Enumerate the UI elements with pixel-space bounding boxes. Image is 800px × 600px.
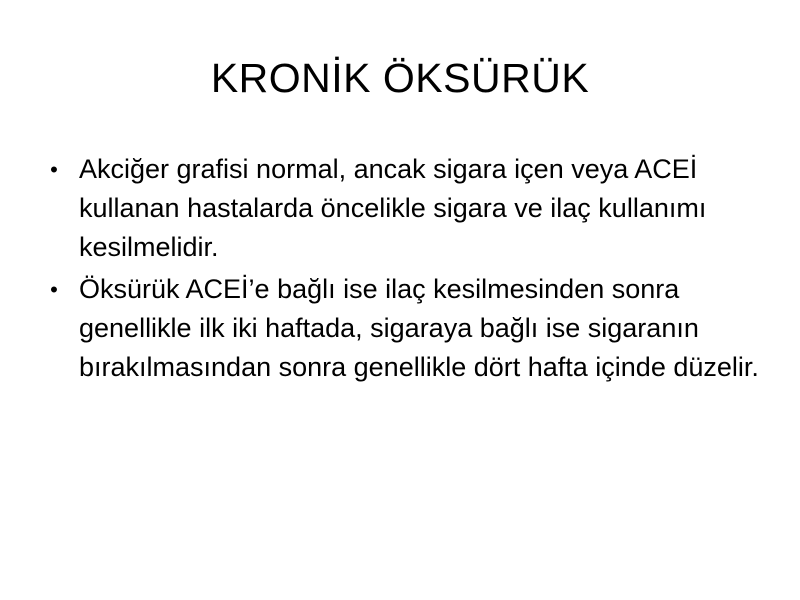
bullet-item — [44, 150, 764, 267]
bullet-item — [44, 270, 764, 387]
bullet-icon: • — [50, 157, 58, 182]
bullet-list — [44, 150, 764, 390]
bullet-icon: • — [50, 277, 58, 302]
bullet-text: Akciğer grafisi normal, ancak sigara içen veya ACEİ kullanan hastalarda öncelikle sigara ve ilaç kullanımı kesilmelidir. — [79, 154, 707, 262]
slide-title: KRONİK ÖKSÜRÜK — [210, 55, 590, 101]
bullet-text: Öksürük ACEİ’e bağlı ise ilaç kesilmesinden sonra genellikle ilk iki haftada, sigaraya bağlı ise sigaranın bırakılmasından sonra genellikle dört hafta içinde düzelir. — [79, 274, 759, 382]
